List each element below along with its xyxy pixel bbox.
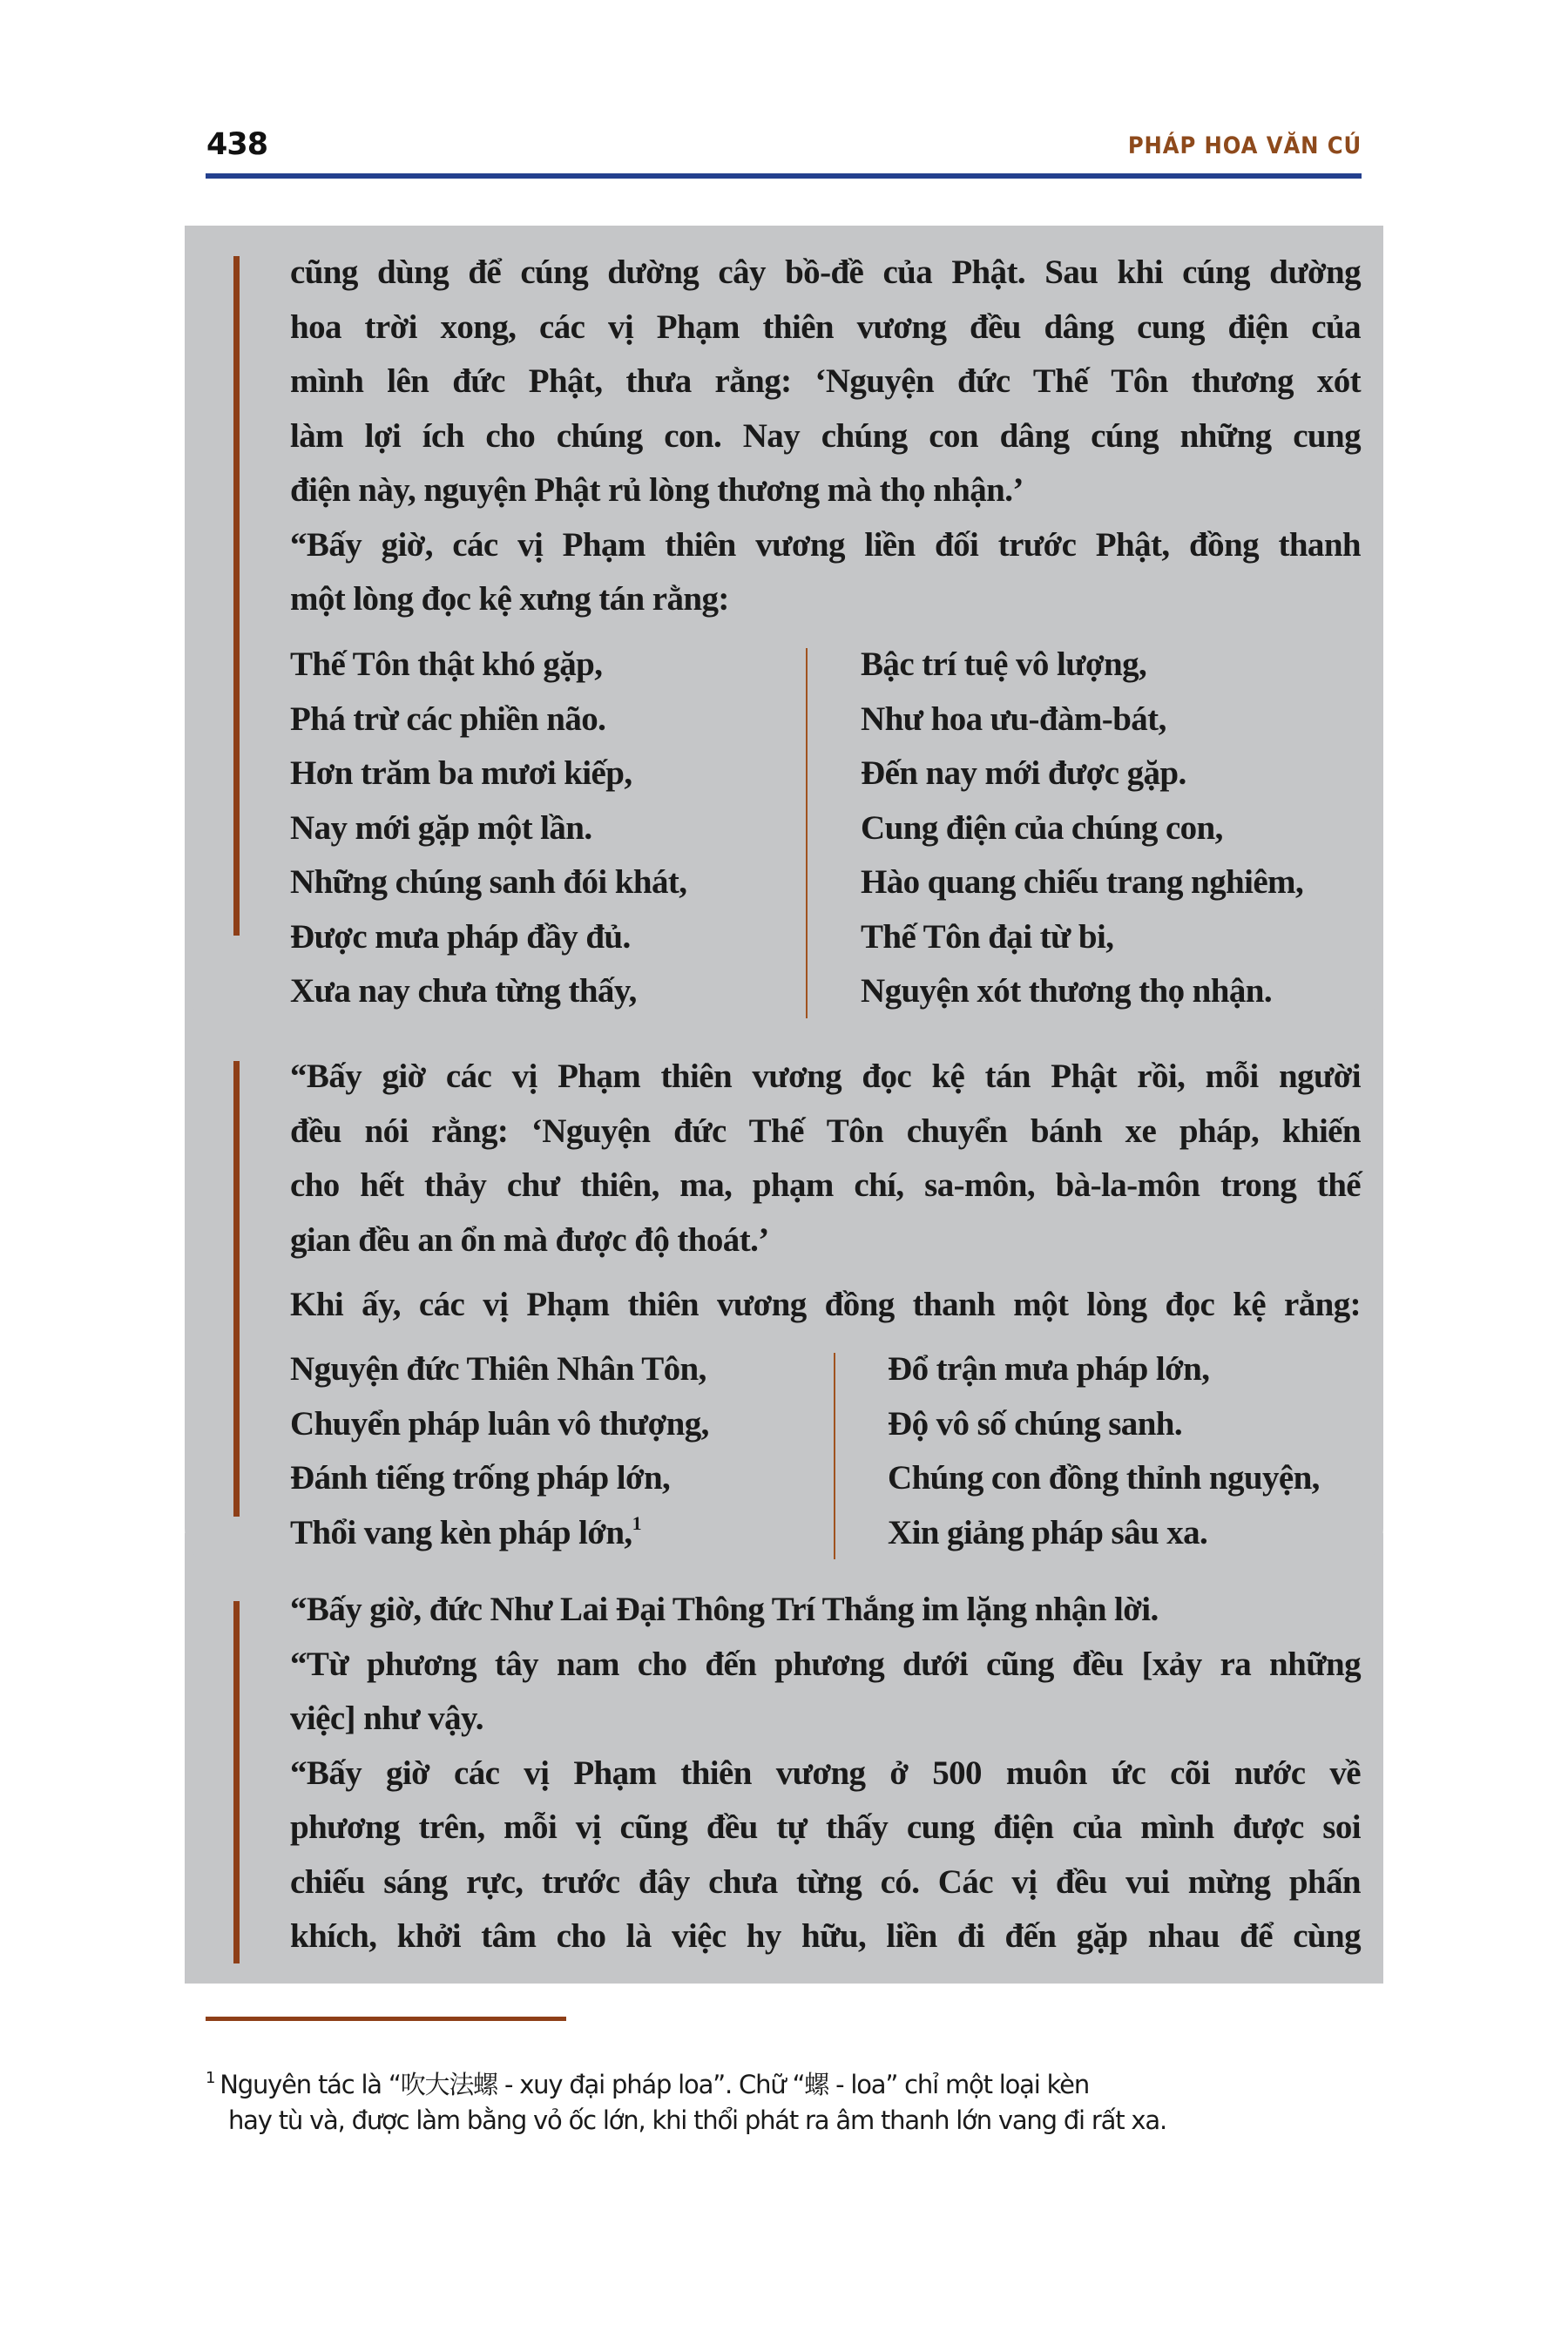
accent-bar (233, 1601, 240, 1963)
running-head (206, 127, 1362, 162)
text-line: đều nói rằng: ‘Nguyện đức Thế Tôn chuyển bánh xe pháp, khiến (290, 1112, 1361, 1150)
footnote (206, 2058, 1364, 2141)
text-line: gian đều an ổn mà được độ thoát.’ (290, 1220, 769, 1259)
verse-divider (806, 648, 808, 1018)
verse-line-with-footnote (290, 1506, 709, 1561)
text-line: hoa trời xong, các vị Phạm thiên vương đều dâng cung điện của (290, 308, 1361, 346)
verse-column-left (290, 1342, 709, 1560)
prose (290, 1050, 1361, 1333)
text-line: một lòng đọc kệ xưng tán rằng: (290, 580, 729, 618)
verse-line: Nay mới gặp một lần. (290, 808, 592, 847)
verse-line: Chuyển pháp luân vô thượng, (290, 1404, 709, 1443)
footnote-mark: 1 (206, 2069, 215, 2087)
footnote-ref[interactable]: 1 (632, 1511, 641, 1534)
verse-line: Bậc trí tuệ vô lượng, (861, 645, 1147, 683)
header-rule (206, 173, 1362, 179)
verse-line: Đổ trận mưa pháp lớn, (888, 1350, 1210, 1388)
footnote-rule (206, 2017, 566, 2021)
verse-column-right (861, 638, 1303, 1019)
quote-block-3 (185, 1569, 1383, 1984)
verse-text: Thổi vang kèn pháp lớn, (290, 1513, 632, 1551)
text-line: làm lợi ích cho chúng con. Nay chúng con dâng cúng những cung (290, 416, 1361, 455)
verse-line: Cung điện của chúng con, (861, 808, 1223, 847)
book-title: PHÁP HOA VĂN CÚ (1127, 132, 1362, 159)
text-line: “Bấy giờ, đức Như Lai Đại Thông Trí Thắng im lặng nhận lời. (290, 1591, 1159, 1628)
verse-column-right (888, 1342, 1320, 1560)
verse-intro: Khi ấy, các vị Phạm thiên vương đồng thanh một lòng đọc kệ rằng: (290, 1286, 1361, 1323)
verse-line: Xưa nay chưa từng thấy, (290, 972, 637, 1010)
text-line: phương trên, mỗi vị cũng đều tự thấy cung điện của mình được soi (290, 1808, 1361, 1846)
verse-line: Hơn trăm ba mươi kiếp, (290, 754, 632, 792)
prose (290, 1583, 1361, 1964)
verse-line: Được mưa pháp đầy đủ. (290, 917, 631, 956)
verse-line: Xin giảng pháp sâu xa. (888, 1513, 1208, 1551)
text-line: việc] như vậy. (290, 1700, 483, 1737)
text-line: điện này, nguyện Phật rủ lòng thương mà thọ nhận.’ (290, 471, 1024, 509)
verse-line: Nguyện xót thương thọ nhận. (861, 972, 1273, 1010)
text-line: chiếu sáng rực, trước đây chưa từng có. Các vị đều vui mừng phấn (290, 1862, 1361, 1901)
quote-block-2 (185, 1024, 1383, 1569)
verse-line: Phá trừ các phiền não. (290, 700, 606, 738)
text-line: cho hết thảy chư thiên, ma, phạm chí, sa-môn, bà-la-môn trong thế (290, 1166, 1361, 1204)
page-number: 438 (206, 127, 268, 162)
accent-bar (233, 256, 240, 936)
text-line: “Bấy giờ, các vị Phạm thiên vương liền đối trước Phật, đồng thanh (290, 525, 1361, 564)
verse-line: Thế Tôn đại từ bi, (861, 917, 1114, 956)
prose (290, 246, 1361, 627)
verse-line: Những chúng sanh đói khát, (290, 863, 687, 901)
quote-block-1 (185, 226, 1383, 1024)
footnote-line: hay tù và, được làm bằng vỏ ốc lớn, khi thổi phát ra âm thanh lớn vang đi rất xa. (228, 2105, 1166, 2135)
verse-line: Chúng con đồng thỉnh nguyện, (888, 1459, 1320, 1497)
verse-line: Thế Tôn thật khó gặp, (290, 645, 603, 683)
verse-line: Đánh tiếng trống pháp lớn, (290, 1459, 671, 1497)
verse-line: Hào quang chiếu trang nghiêm, (861, 863, 1304, 901)
verse-line: Nguyện đức Thiên Nhân Tôn, (290, 1350, 706, 1388)
verse-line: Đến nay mới được gặp. (861, 754, 1186, 792)
verse-line: Như hoa ưu-đàm-bát, (861, 700, 1166, 738)
verse-line: Độ vô số chúng sanh. (888, 1404, 1183, 1443)
text-line: “Bấy giờ các vị Phạm thiên vương ở 500 muôn ức cõi nước về (290, 1754, 1361, 1792)
text-line: mình lên đức Phật, thưa rằng: ‘Nguyện đức Thế Tôn thương xót (290, 362, 1361, 400)
footnote-line (206, 2058, 1364, 2099)
accent-bar (233, 1061, 240, 1517)
text-line: “Từ phương tây nam cho đến phương dưới cũng đều [xảy ra những (290, 1645, 1361, 1683)
text-line: cũng dùng để cúng dường cây bồ-đề của Phật. Sau khi cúng dường (290, 253, 1361, 291)
footnote-text: Nguyên tác là “吹大法螺 - xuy đại pháp loa”. Chữ “螺 - loa” chỉ một loại kèn (220, 2070, 1089, 2099)
verse-column-left (290, 638, 686, 1019)
text-line: “Bấy giờ các vị Phạm thiên vương đọc kệ tán Phật rồi, mỗi người (290, 1058, 1361, 1095)
verse-divider (834, 1353, 835, 1559)
text-line: khích, khởi tâm cho là việc hy hữu, liền đi đến gặp nhau để cùng (290, 1917, 1361, 1955)
